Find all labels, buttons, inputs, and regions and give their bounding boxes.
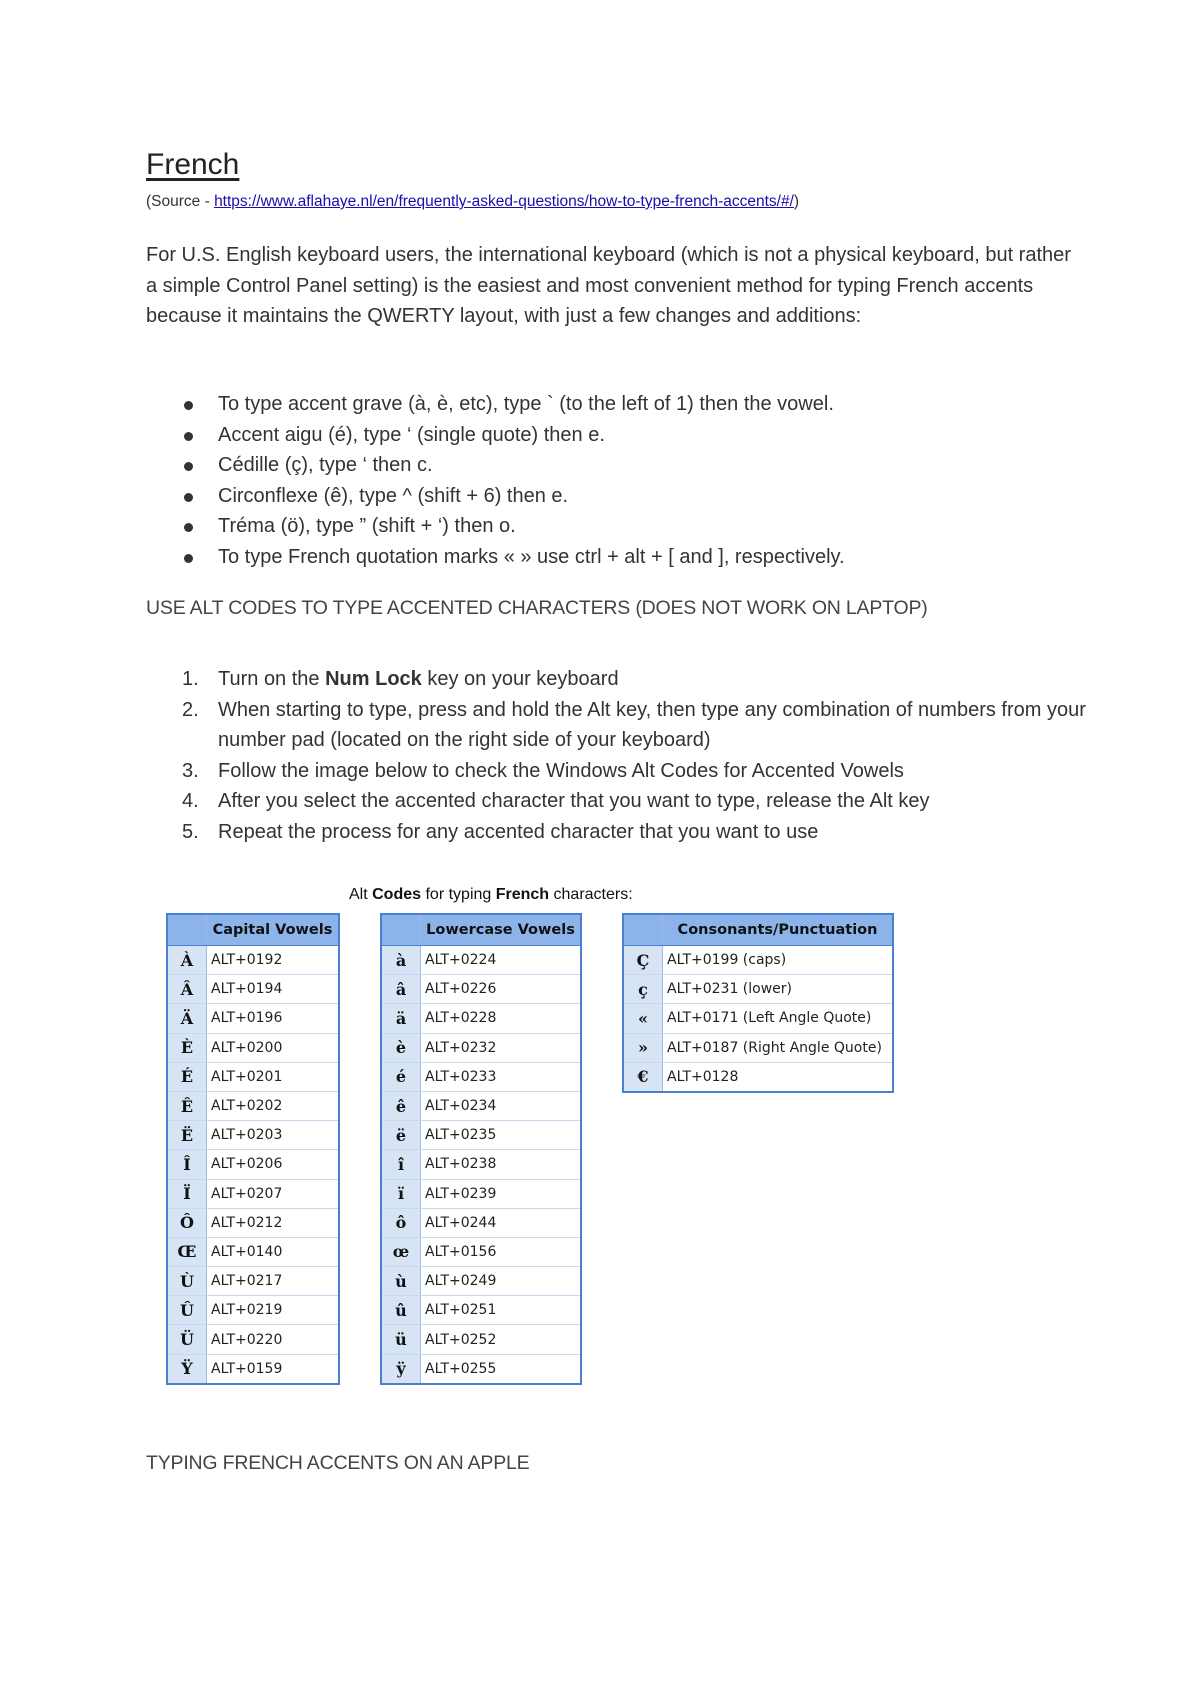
table-row (382, 1267, 580, 1296)
table-row (382, 1238, 580, 1267)
header-corner (382, 915, 421, 945)
table-header (168, 915, 338, 946)
table-row (168, 1325, 338, 1354)
alt-code-cell: ALT+0217 (211, 1273, 283, 1290)
bullet-icon (184, 432, 193, 441)
character-cell: ê (382, 1092, 421, 1120)
tips-list (146, 389, 845, 573)
table-row (382, 1209, 580, 1238)
figure-title-part: for typing (421, 886, 496, 903)
character-cell: Ô (168, 1209, 207, 1237)
table-row (382, 1004, 580, 1033)
source-link[interactable]: https://www.aflahaye.nl/en/frequently-asked-questions/how-to-type-french-accents/#/ (214, 193, 794, 210)
step-text-pre: Repeat the process for any accented character that you want to use (218, 820, 819, 843)
step-text-pre: Turn on the (218, 668, 326, 690)
step-item (146, 664, 1148, 695)
alt-code-cell: ALT+0207 (211, 1185, 283, 1202)
figure-title-bold: French (495, 886, 550, 903)
table-body (382, 946, 580, 1383)
table-row (168, 1063, 338, 1092)
table-row (624, 1004, 892, 1033)
alt-code-cell: ALT+0251 (425, 1302, 497, 1319)
header-label: Capital Vowels (212, 922, 333, 938)
character-cell: ç (624, 975, 663, 1003)
alt-code-cell: ALT+0212 (211, 1214, 283, 1231)
alt-code-cell: ALT+0200 (211, 1039, 283, 1056)
character-cell: Ç (624, 946, 663, 974)
step-item (146, 786, 1148, 817)
table-row (382, 1325, 580, 1354)
table-row (168, 1034, 338, 1063)
step-text-pre: Follow the image below to check the Windows Alt Codes for Accented Vowels (218, 759, 904, 782)
character-cell: Œ (168, 1238, 207, 1266)
table-row (382, 946, 580, 975)
alt-code-cell: ALT+0249 (425, 1273, 497, 1290)
alt-code-cell: ALT+0187 (Right Angle Quote) (667, 1039, 882, 1056)
alt-code-cell: ALT+0201 (211, 1068, 283, 1085)
character-cell: Ä (168, 1004, 207, 1032)
character-cell: Ê (168, 1092, 207, 1120)
step-number: 4. (182, 790, 199, 813)
table-row (168, 946, 338, 975)
alt-code-cell: ALT+0235 (425, 1127, 497, 1144)
list-item (146, 481, 845, 512)
character-cell: Â (168, 975, 207, 1003)
header-label: Lowercase Vowels (426, 922, 575, 938)
table-row (168, 1296, 338, 1325)
alt-code-cell: ALT+0238 (425, 1156, 497, 1173)
table-row (624, 946, 892, 975)
source-suffix: ) (793, 193, 800, 210)
alt-code-cell: ALT+0224 (425, 952, 497, 969)
figure-title-bold: Codes (372, 886, 422, 903)
intro-paragraph: For U.S. English keyboard users, the international keyboard (which is not a physical keyboard, but rather a simple Control Panel setting) is the easiest and most convenient method for typing French accents because it maintains the QWERTY layout, with just a few changes and additions: (146, 244, 1071, 327)
alt-code-cell: ALT+0199 (caps) (667, 952, 787, 969)
character-cell: î (382, 1150, 421, 1178)
table-row (624, 1063, 892, 1091)
table-row (168, 1238, 338, 1267)
list-item (146, 511, 845, 542)
alt-code-cell: ALT+0203 (211, 1127, 283, 1144)
character-cell: Ü (168, 1325, 207, 1353)
character-cell: ë (382, 1121, 421, 1149)
table-row (168, 1121, 338, 1150)
character-cell: ÿ (382, 1355, 421, 1383)
alt-code-cell: ALT+0219 (211, 1302, 283, 1319)
alt-code-cell: ALT+0128 (667, 1068, 739, 1085)
bullet-icon (184, 523, 193, 532)
table-row (168, 1355, 338, 1383)
character-cell: « (624, 1004, 663, 1032)
alt-code-cell: ALT+0231 (lower) (667, 981, 793, 998)
bullet-icon (184, 462, 193, 471)
table-row (382, 1063, 580, 1092)
character-cell: è (382, 1034, 421, 1062)
lowercase-vowels-table (380, 913, 582, 1385)
alt-code-cell: ALT+0234 (425, 1098, 497, 1115)
step-number: 1. (182, 668, 199, 690)
table-row (382, 1180, 580, 1209)
alt-code-cell: ALT+0196 (211, 1010, 283, 1027)
table-row (382, 1092, 580, 1121)
table-row (382, 975, 580, 1004)
table-header (624, 915, 892, 946)
table-row (382, 1034, 580, 1063)
alt-code-cell: ALT+0206 (211, 1156, 283, 1173)
list-item (146, 389, 845, 420)
table-row (382, 1121, 580, 1150)
capital-vowels-table (166, 913, 340, 1385)
alt-code-cell: ALT+0244 (425, 1214, 497, 1231)
table-row (624, 975, 892, 1004)
alt-code-cell: ALT+0228 (425, 1010, 497, 1027)
table-row (382, 1296, 580, 1325)
character-cell: ù (382, 1267, 421, 1295)
character-cell: À (168, 946, 207, 974)
table-row (168, 1150, 338, 1179)
list-item (146, 420, 845, 451)
header-corner (168, 915, 207, 945)
character-cell: Ÿ (168, 1355, 207, 1383)
apple-heading: TYPING FRENCH ACCENTS ON AN APPLE (146, 1452, 530, 1474)
step-text-pre: When starting to type, press and hold the Alt key, then type any combination of numbers from your number pad (located on the right side of your keyboard) (218, 698, 1086, 752)
step-number: 3. (182, 759, 199, 782)
table-row (624, 1034, 892, 1063)
character-cell: Ë (168, 1121, 207, 1149)
alt-code-cell: ALT+0232 (425, 1039, 497, 1056)
table-row (382, 1355, 580, 1383)
character-cell: € (624, 1063, 663, 1091)
page-title: French (146, 148, 240, 181)
character-cell: û (382, 1296, 421, 1324)
alt-code-cell: ALT+0255 (425, 1360, 497, 1377)
character-cell: ô (382, 1209, 421, 1237)
alt-code-cell: ALT+0171 (Left Angle Quote) (667, 1010, 872, 1027)
header-corner (624, 915, 663, 945)
alt-code-cell: ALT+0159 (211, 1360, 283, 1377)
table-header (382, 915, 580, 946)
table-body (624, 946, 892, 1091)
figure-title-part: Alt (349, 886, 373, 903)
bullet-icon (184, 493, 193, 502)
character-cell: ä (382, 1004, 421, 1032)
steps-list (146, 664, 1148, 848)
character-cell: ü (382, 1325, 421, 1353)
step-item (146, 756, 1148, 787)
table-row (168, 1180, 338, 1209)
step-number: 2. (182, 698, 199, 721)
character-cell: É (168, 1063, 207, 1091)
table-row (168, 1209, 338, 1238)
step-item (146, 695, 1148, 756)
character-cell: â (382, 975, 421, 1003)
alt-code-cell: ALT+0192 (211, 952, 283, 969)
alt-code-cell: ALT+0220 (211, 1331, 283, 1348)
bullet-icon (184, 554, 193, 563)
step-item (146, 817, 1148, 848)
list-item (146, 542, 845, 573)
alt-codes-heading: USE ALT CODES TO TYPE ACCENTED CHARACTERS (DOES NOT WORK ON LAPTOP) (146, 597, 928, 619)
alt-code-cell: ALT+0140 (211, 1243, 283, 1260)
character-cell: Î (168, 1150, 207, 1178)
table-row (382, 1150, 580, 1179)
step-text-bold: Num Lock (325, 668, 422, 690)
character-cell: é (382, 1063, 421, 1091)
figure-title (349, 886, 633, 904)
bullet-icon (184, 401, 193, 410)
character-cell: È (168, 1034, 207, 1062)
header-label: Consonants/Punctuation (677, 922, 878, 938)
alt-code-cell: ALT+0202 (211, 1098, 283, 1115)
list-item-text: Tréma (ö), type ” (shift + ‘) then o. (218, 515, 516, 538)
table-row (168, 975, 338, 1004)
table-row (168, 1092, 338, 1121)
source-prefix: (Source - (146, 193, 215, 210)
table-row (168, 1004, 338, 1033)
list-item-text: Accent aigu (é), type ‘ (single quote) then e. (218, 423, 605, 446)
character-cell: Ï (168, 1180, 207, 1208)
character-cell: Û (168, 1296, 207, 1324)
figure-title-part: characters: (549, 886, 633, 903)
list-item-text: Cédille (ç), type ‘ then c. (218, 454, 433, 477)
list-item (146, 450, 845, 481)
alt-code-cell: ALT+0194 (211, 981, 283, 998)
table-body (168, 946, 338, 1383)
alt-code-cell: ALT+0233 (425, 1068, 497, 1085)
table-row (168, 1267, 338, 1296)
character-cell: œ (382, 1238, 421, 1266)
consonants-punctuation-table (622, 913, 894, 1093)
list-item-text: To type accent grave (à, è, etc), type ` (to the left of 1) then the vowel. (218, 393, 834, 415)
step-text-pre: After you select the accented character that you want to type, release the Alt key (218, 790, 930, 813)
character-cell: » (624, 1034, 663, 1062)
character-cell: Ù (168, 1267, 207, 1295)
step-number: 5. (182, 820, 199, 843)
alt-code-cell: ALT+0252 (425, 1331, 497, 1348)
list-item-text: To type French quotation marks « » use ctrl + alt + [ and ], respectively. (218, 545, 845, 568)
list-item-text: Circonflexe (ê), type ^ (shift + 6) then e. (218, 484, 569, 507)
source-line (146, 193, 799, 211)
alt-code-cell: ALT+0156 (425, 1243, 497, 1260)
character-cell: ï (382, 1180, 421, 1208)
character-cell: à (382, 946, 421, 974)
alt-code-cell: ALT+0226 (425, 981, 497, 998)
step-text-post: key on your keyboard (421, 668, 619, 690)
alt-code-cell: ALT+0239 (425, 1185, 497, 1202)
